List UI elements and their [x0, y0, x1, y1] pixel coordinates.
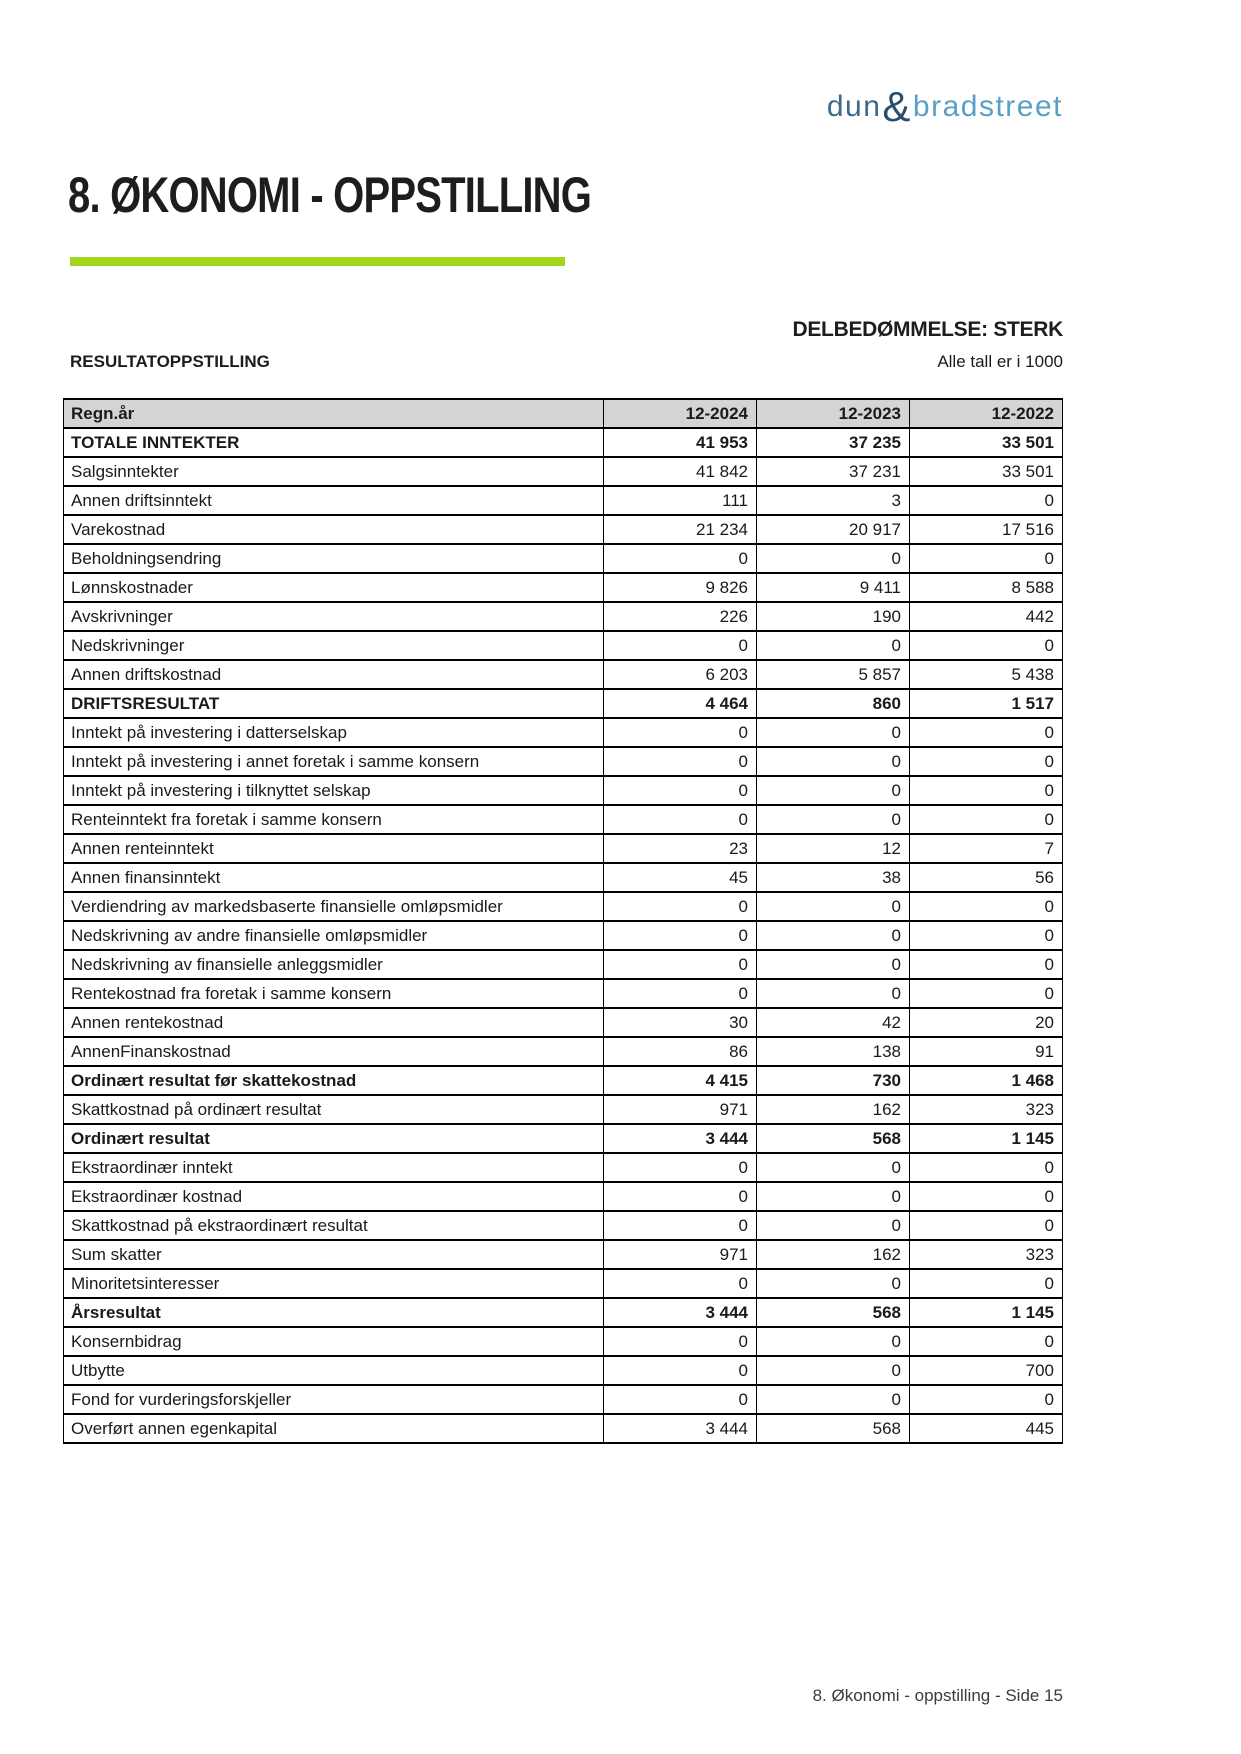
column-header-12-2023: 12-2023 — [757, 399, 910, 428]
row-value-2022: 0 — [910, 1211, 1063, 1240]
row-value-2022: 442 — [910, 602, 1063, 631]
table-row — [64, 863, 1063, 892]
row-value-2022: 445 — [910, 1414, 1063, 1443]
row-value-2024: 0 — [604, 950, 757, 979]
row-value-2022: 323 — [910, 1095, 1063, 1124]
row-value-2022: 20 — [910, 1008, 1063, 1037]
table-row — [64, 602, 1063, 631]
table-row — [64, 1269, 1063, 1298]
row-value-2023: 0 — [757, 747, 910, 776]
row-value-2023: 0 — [757, 979, 910, 1008]
table-row — [64, 805, 1063, 834]
assessment-heading: DELBEDØMMELSE: STERK — [792, 318, 1063, 341]
table-row — [64, 747, 1063, 776]
row-label: Salgsinntekter — [64, 457, 604, 486]
row-value-2023: 0 — [757, 921, 910, 950]
row-value-2023: 0 — [757, 718, 910, 747]
table-row — [64, 428, 1063, 457]
table-row — [64, 718, 1063, 747]
row-value-2024: 0 — [604, 979, 757, 1008]
row-value-2024: 0 — [604, 1327, 757, 1356]
row-value-2022: 0 — [910, 631, 1063, 660]
row-value-2023: 568 — [757, 1124, 910, 1153]
row-value-2024: 4 415 — [604, 1066, 757, 1095]
table-row — [64, 1095, 1063, 1124]
row-label: Årsresultat — [64, 1298, 604, 1327]
row-label: Ekstraordinær inntekt — [64, 1153, 604, 1182]
table-row — [64, 515, 1063, 544]
row-label: DRIFTSRESULTAT — [64, 689, 604, 718]
table-row — [64, 776, 1063, 805]
row-label: Ekstraordinær kostnad — [64, 1182, 604, 1211]
row-label: Renteinntekt fra foretak i samme konsern — [64, 805, 604, 834]
row-value-2023: 0 — [757, 892, 910, 921]
row-label: Annen renteinntekt — [64, 834, 604, 863]
row-value-2024: 9 826 — [604, 573, 757, 602]
row-value-2023: 568 — [757, 1298, 910, 1327]
table-row — [64, 544, 1063, 573]
table-row — [64, 834, 1063, 863]
row-value-2024: 0 — [604, 892, 757, 921]
row-label: Nedskrivninger — [64, 631, 604, 660]
page-title: 8. ØKONOMI - OPPSTILLING — [68, 167, 592, 223]
row-value-2022: 0 — [910, 544, 1063, 573]
row-label: Nedskrivning av finansielle anleggsmidler — [64, 950, 604, 979]
row-value-2022: 5 438 — [910, 660, 1063, 689]
row-value-2023: 860 — [757, 689, 910, 718]
row-value-2023: 0 — [757, 1211, 910, 1240]
row-value-2023: 0 — [757, 1269, 910, 1298]
row-label: Ordinært resultat — [64, 1124, 604, 1153]
row-value-2024: 41 953 — [604, 428, 757, 457]
row-value-2022: 1 468 — [910, 1066, 1063, 1095]
row-value-2022: 33 501 — [910, 428, 1063, 457]
row-label: Skattkostnad på ordinært resultat — [64, 1095, 604, 1124]
row-value-2023: 568 — [757, 1414, 910, 1443]
row-value-2023: 3 — [757, 486, 910, 515]
row-value-2023: 5 857 — [757, 660, 910, 689]
row-value-2024: 45 — [604, 863, 757, 892]
row-label: Beholdningsendring — [64, 544, 604, 573]
row-label: Minoritetsinteresser — [64, 1269, 604, 1298]
row-value-2022: 323 — [910, 1240, 1063, 1269]
table-row — [64, 1182, 1063, 1211]
table-row — [64, 1211, 1063, 1240]
row-label: Rentekostnad fra foretak i samme konsern — [64, 979, 604, 1008]
row-value-2022: 0 — [910, 718, 1063, 747]
row-value-2023: 20 917 — [757, 515, 910, 544]
table-row — [64, 660, 1063, 689]
logo-text-bradstreet: bradstreet — [912, 90, 1063, 123]
row-value-2022: 0 — [910, 1269, 1063, 1298]
row-label: Verdiendring av markedsbaserte finansielle omløpsmidler — [64, 892, 604, 921]
row-label: Inntekt på investering i datterselskap — [64, 718, 604, 747]
table-row — [64, 979, 1063, 1008]
row-value-2024: 3 444 — [604, 1414, 757, 1443]
table-row — [64, 1008, 1063, 1037]
row-value-2022: 0 — [910, 747, 1063, 776]
row-value-2022: 0 — [910, 1182, 1063, 1211]
table-header-row — [64, 399, 1063, 428]
row-value-2022: 0 — [910, 1385, 1063, 1414]
row-value-2023: 0 — [757, 631, 910, 660]
table-row — [64, 631, 1063, 660]
column-header-12-2024: 12-2024 — [604, 399, 757, 428]
column-header-12-2022: 12-2022 — [910, 399, 1063, 428]
page-footer: 8. Økonomi - oppstilling - Side 15 — [812, 1686, 1063, 1705]
row-value-2022: 56 — [910, 863, 1063, 892]
row-value-2024: 3 444 — [604, 1124, 757, 1153]
row-value-2022: 17 516 — [910, 515, 1063, 544]
row-value-2024: 3 444 — [604, 1298, 757, 1327]
row-value-2024: 0 — [604, 1356, 757, 1385]
row-label: Lønnskostnader — [64, 573, 604, 602]
row-value-2023: 162 — [757, 1095, 910, 1124]
row-value-2022: 1 517 — [910, 689, 1063, 718]
row-value-2022: 0 — [910, 1327, 1063, 1356]
row-value-2023: 0 — [757, 805, 910, 834]
units-note: Alle tall er i 1000 — [937, 352, 1063, 371]
row-value-2024: 971 — [604, 1095, 757, 1124]
row-value-2024: 6 203 — [604, 660, 757, 689]
row-value-2022: 0 — [910, 892, 1063, 921]
row-label: Ordinært resultat før skattekostnad — [64, 1066, 604, 1095]
row-value-2024: 0 — [604, 776, 757, 805]
row-label: Sum skatter — [64, 1240, 604, 1269]
row-value-2022: 0 — [910, 1153, 1063, 1182]
row-value-2024: 41 842 — [604, 457, 757, 486]
row-label: Utbytte — [64, 1356, 604, 1385]
table-row — [64, 1124, 1063, 1153]
row-label: AnnenFinanskostnad — [64, 1037, 604, 1066]
row-label: Skattkostnad på ekstraordinært resultat — [64, 1211, 604, 1240]
row-value-2024: 23 — [604, 834, 757, 863]
table-row — [64, 950, 1063, 979]
row-label: Overført annen egenkapital — [64, 1414, 604, 1443]
result-statement-table — [63, 398, 1063, 1444]
row-value-2023: 9 411 — [757, 573, 910, 602]
row-value-2024: 0 — [604, 544, 757, 573]
table-row — [64, 892, 1063, 921]
row-value-2024: 0 — [604, 631, 757, 660]
row-value-2023: 162 — [757, 1240, 910, 1269]
row-value-2023: 0 — [757, 1327, 910, 1356]
section-label: RESULTATOPPSTILLING — [70, 352, 270, 371]
table-row — [64, 1298, 1063, 1327]
row-value-2022: 0 — [910, 486, 1063, 515]
row-label: Annen finansinntekt — [64, 863, 604, 892]
row-label: Inntekt på investering i annet foretak i samme konsern — [64, 747, 604, 776]
row-value-2023: 138 — [757, 1037, 910, 1066]
row-value-2024: 111 — [604, 486, 757, 515]
row-value-2023: 37 231 — [757, 457, 910, 486]
row-value-2022: 700 — [910, 1356, 1063, 1385]
row-value-2023: 0 — [757, 544, 910, 573]
table-row — [64, 1240, 1063, 1269]
row-value-2024: 0 — [604, 1182, 757, 1211]
table-row — [64, 1066, 1063, 1095]
row-value-2022: 8 588 — [910, 573, 1063, 602]
row-value-2022: 91 — [910, 1037, 1063, 1066]
row-value-2022: 7 — [910, 834, 1063, 863]
row-value-2022: 0 — [910, 776, 1063, 805]
row-value-2024: 0 — [604, 718, 757, 747]
row-value-2024: 4 464 — [604, 689, 757, 718]
row-value-2023: 0 — [757, 1182, 910, 1211]
row-label: TOTALE INNTEKTER — [64, 428, 604, 457]
row-value-2022: 1 145 — [910, 1124, 1063, 1153]
row-label: Konsernbidrag — [64, 1327, 604, 1356]
row-value-2022: 0 — [910, 979, 1063, 1008]
ampersand-icon: & — [882, 83, 912, 130]
table-row — [64, 1153, 1063, 1182]
row-value-2024: 21 234 — [604, 515, 757, 544]
table-row — [64, 1385, 1063, 1414]
row-value-2024: 0 — [604, 1153, 757, 1182]
table-row — [64, 1327, 1063, 1356]
row-value-2024: 86 — [604, 1037, 757, 1066]
row-value-2023: 0 — [757, 950, 910, 979]
row-label: Annen rentekostnad — [64, 1008, 604, 1037]
table-row — [64, 921, 1063, 950]
row-value-2023: 0 — [757, 1356, 910, 1385]
row-label: Nedskrivning av andre finansielle omløpsmidler — [64, 921, 604, 950]
row-label: Fond for vurderingsforskjeller — [64, 1385, 604, 1414]
dun-bradstreet-logo — [826, 78, 1063, 130]
row-value-2022: 33 501 — [910, 457, 1063, 486]
table-row — [64, 457, 1063, 486]
row-value-2022: 0 — [910, 805, 1063, 834]
title-accent-bar — [70, 257, 565, 266]
row-value-2024: 226 — [604, 602, 757, 631]
table-row — [64, 1356, 1063, 1385]
row-value-2023: 38 — [757, 863, 910, 892]
row-label: Avskrivninger — [64, 602, 604, 631]
row-value-2024: 0 — [604, 805, 757, 834]
table-row — [64, 486, 1063, 515]
row-value-2024: 0 — [604, 747, 757, 776]
row-value-2023: 12 — [757, 834, 910, 863]
row-value-2024: 0 — [604, 1385, 757, 1414]
row-value-2024: 0 — [604, 1269, 757, 1298]
row-value-2023: 0 — [757, 776, 910, 805]
row-value-2024: 30 — [604, 1008, 757, 1037]
table-row — [64, 689, 1063, 718]
row-value-2023: 0 — [757, 1385, 910, 1414]
row-value-2023: 190 — [757, 602, 910, 631]
row-value-2023: 42 — [757, 1008, 910, 1037]
table-row — [64, 573, 1063, 602]
row-label: Varekostnad — [64, 515, 604, 544]
table-row — [64, 1414, 1063, 1443]
row-value-2022: 0 — [910, 950, 1063, 979]
row-value-2022: 1 145 — [910, 1298, 1063, 1327]
row-value-2022: 0 — [910, 921, 1063, 950]
row-label: Inntekt på investering i tilknyttet selskap — [64, 776, 604, 805]
column-header-regnaar: Regn.år — [64, 399, 604, 428]
row-value-2024: 0 — [604, 921, 757, 950]
row-value-2023: 730 — [757, 1066, 910, 1095]
row-value-2024: 0 — [604, 1211, 757, 1240]
row-value-2023: 0 — [757, 1153, 910, 1182]
row-value-2023: 37 235 — [757, 428, 910, 457]
row-label: Annen driftsinntekt — [64, 486, 604, 515]
table-row — [64, 1037, 1063, 1066]
row-label: Annen driftskostnad — [64, 660, 604, 689]
logo-text-dun: dun — [826, 90, 882, 123]
row-value-2024: 971 — [604, 1240, 757, 1269]
